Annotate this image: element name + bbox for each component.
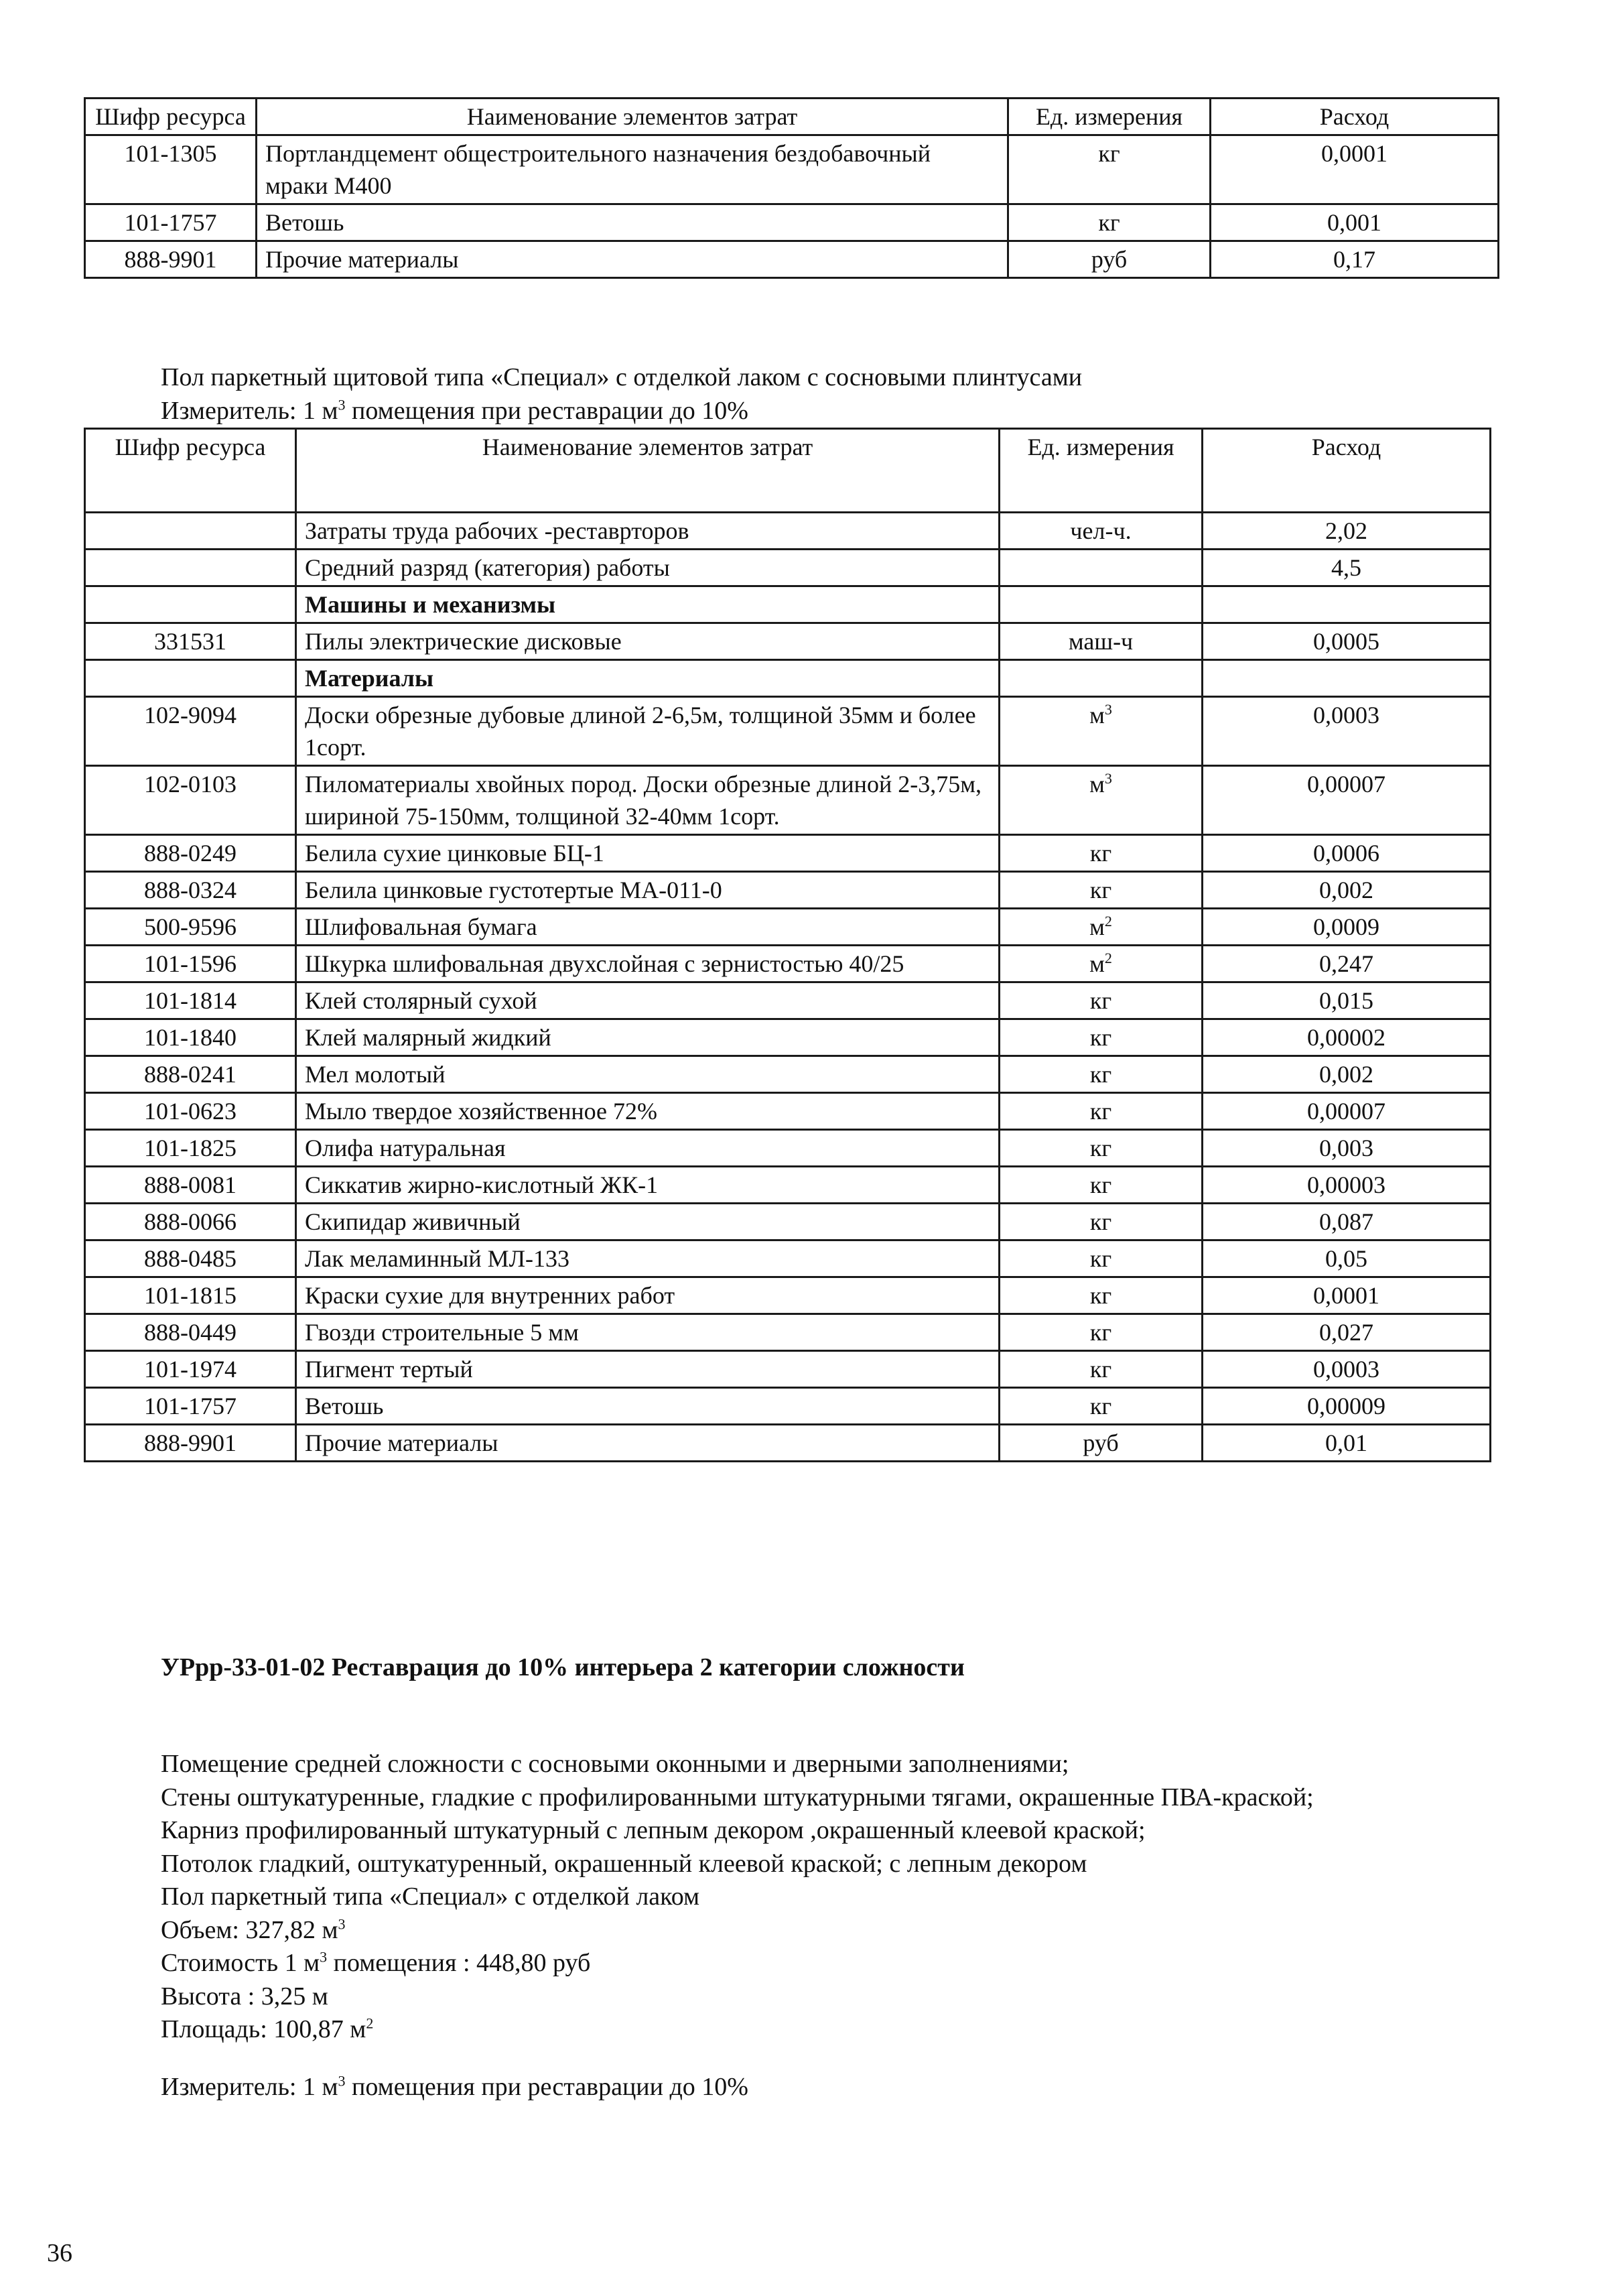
cell-amount: 0,0003 bbox=[1203, 1351, 1491, 1388]
unit-text: кг bbox=[1089, 840, 1112, 867]
cell-code: 888-0324 bbox=[85, 872, 296, 909]
cell-name: Мел молотый bbox=[296, 1056, 1000, 1093]
section-caption: Пол паркетный щитовой типа «Специал» с отделкой лаком с сосновыми плинтусами bbox=[161, 363, 1083, 391]
cell-amount: 0,247 bbox=[1203, 946, 1491, 982]
table-row bbox=[85, 1019, 1491, 1056]
cell-code: 101-1825 bbox=[85, 1130, 296, 1167]
description-text: Помещение средней сложности с сосновыми оконными и дверными заполнениями; bbox=[161, 1750, 1069, 1778]
cell-name: Доски обрезные дубовые длиной 2-6,5м, толщиной 35мм и более 1сорт. bbox=[296, 697, 1000, 766]
cell-amount: 0,002 bbox=[1203, 872, 1491, 909]
cell-code: 101-1757 bbox=[85, 1388, 296, 1425]
unit-text: кг bbox=[1089, 1245, 1112, 1272]
header-name: Наименование элементов затрат bbox=[296, 429, 1000, 513]
cell-code: 102-9094 bbox=[85, 697, 296, 766]
unit-text: кг bbox=[1089, 1282, 1112, 1309]
cell-unit bbox=[1000, 1425, 1203, 1462]
cell-code: 888-0485 bbox=[85, 1240, 296, 1277]
description-line bbox=[161, 2013, 1314, 2047]
cell-unit: кг bbox=[1008, 204, 1211, 241]
unit-sup: 3 bbox=[1104, 770, 1112, 787]
header-amount: Расход bbox=[1211, 99, 1499, 135]
cell-amount bbox=[1203, 586, 1491, 623]
cell-amount: 0,0005 bbox=[1203, 623, 1491, 660]
table-row bbox=[85, 550, 1491, 586]
unit-text: кг bbox=[1089, 1061, 1112, 1088]
unit-text: кг bbox=[1089, 1319, 1112, 1346]
description-text: Карниз профилированный штукатурный с лепным декором ,окрашенный клеевой краской; bbox=[161, 1816, 1146, 1844]
cell-amount: 0,01 bbox=[1203, 1425, 1491, 1462]
cell-name: Лак меламинный МЛ-133 bbox=[296, 1240, 1000, 1277]
header-unit: Ед. измерения bbox=[1008, 99, 1211, 135]
table-row bbox=[85, 1351, 1491, 1388]
table-row bbox=[85, 204, 1499, 241]
cell-name: Белила цинковые густотертые МА-011-0 bbox=[296, 872, 1000, 909]
unit-text: кг bbox=[1089, 1024, 1112, 1051]
cell-name: Клей малярный жидкий bbox=[296, 1019, 1000, 1056]
description-after: помещения : 448,80 руб bbox=[327, 1949, 591, 1977]
cell-unit bbox=[1000, 835, 1203, 872]
unit-text: кг bbox=[1089, 1208, 1112, 1235]
cell-name: Пиломатериалы хвойных пород. Доски обрезные длиной 2-3,75м, шириной 75-150мм, толщиной 32-40мм 1сорт. bbox=[296, 766, 1000, 835]
cell-code: 102-0103 bbox=[85, 766, 296, 835]
cell-code: 101-1814 bbox=[85, 982, 296, 1019]
table-row bbox=[85, 1388, 1491, 1425]
table-row bbox=[85, 1240, 1491, 1277]
table-body bbox=[85, 135, 1499, 278]
cell-unit bbox=[1000, 1277, 1203, 1314]
meter-unit-sup: 3 bbox=[338, 396, 346, 413]
cell-name: Материалы bbox=[296, 660, 1000, 697]
cell-amount: 0,05 bbox=[1203, 1240, 1491, 1277]
header-code: Шифр ресурса bbox=[85, 99, 257, 135]
cell-name: Краски сухие для внутренних работ bbox=[296, 1277, 1000, 1314]
unit-text: кг bbox=[1089, 1171, 1112, 1198]
cell-amount: 4,5 bbox=[1203, 550, 1491, 586]
header-name: Наименование элементов затрат bbox=[257, 99, 1008, 135]
cell-amount: 0,00002 bbox=[1203, 1019, 1491, 1056]
meter-suffix: помещения при реставрации до 10% bbox=[345, 397, 748, 425]
cell-code bbox=[85, 660, 296, 697]
cell-name: Ветошь bbox=[257, 204, 1008, 241]
cell-code: 101-1757 bbox=[85, 204, 257, 241]
description-text: Высота : 3,25 м bbox=[161, 1982, 328, 2011]
description-text: Пол паркетный типа «Специал» с отделкой лаком bbox=[161, 1883, 700, 1911]
table-row bbox=[85, 946, 1491, 982]
cell-code: 101-0623 bbox=[85, 1093, 296, 1130]
cell-unit bbox=[1000, 946, 1203, 982]
unit-text: чел-ч. bbox=[1070, 517, 1132, 544]
description-sup: 3 bbox=[338, 1915, 346, 1932]
unit-sup: 2 bbox=[1104, 913, 1112, 930]
description-line bbox=[161, 1980, 1314, 2014]
cell-code: 101-1305 bbox=[85, 135, 257, 204]
table-row bbox=[85, 135, 1499, 204]
page-number: 36 bbox=[47, 2239, 72, 2267]
cell-unit bbox=[1000, 1056, 1203, 1093]
meter-label: Измеритель: 1 м bbox=[161, 2073, 338, 2101]
cell-amount: 0,027 bbox=[1203, 1314, 1491, 1351]
cell-name: Прочие материалы bbox=[257, 241, 1008, 278]
meter-label: Измеритель: 1 м bbox=[161, 397, 338, 425]
description-line bbox=[161, 1848, 1314, 1881]
unit-text: руб bbox=[1083, 1429, 1119, 1456]
unit-text: м bbox=[1089, 950, 1105, 977]
description-line bbox=[161, 1914, 1314, 1948]
table-row bbox=[85, 982, 1491, 1019]
cell-code: 101-1840 bbox=[85, 1019, 296, 1056]
table-row bbox=[85, 1314, 1491, 1351]
cell-unit bbox=[1000, 1019, 1203, 1056]
unit-text: м bbox=[1089, 702, 1105, 728]
cell-code: 888-9901 bbox=[85, 241, 257, 278]
cell-amount: 0,002 bbox=[1203, 1056, 1491, 1093]
cell-unit bbox=[1000, 1167, 1203, 1204]
table-row bbox=[85, 1167, 1491, 1204]
cell-amount: 0,0001 bbox=[1211, 135, 1499, 204]
table-row bbox=[85, 766, 1491, 835]
cell-unit bbox=[1000, 586, 1203, 623]
cell-unit bbox=[1000, 660, 1203, 697]
table-row bbox=[85, 241, 1499, 278]
cell-unit bbox=[1000, 1093, 1203, 1130]
cell-unit: кг bbox=[1008, 135, 1211, 204]
cell-code: 101-1974 bbox=[85, 1351, 296, 1388]
table-header bbox=[85, 99, 1499, 135]
table-row bbox=[85, 623, 1491, 660]
cell-code: 500-9596 bbox=[85, 909, 296, 946]
cell-unit bbox=[1000, 982, 1203, 1019]
table-row bbox=[85, 660, 1491, 697]
cell-code: 888-0066 bbox=[85, 1204, 296, 1240]
cell-name: Прочие материалы bbox=[296, 1425, 1000, 1462]
cell-unit bbox=[1000, 766, 1203, 835]
cell-unit bbox=[1000, 1351, 1203, 1388]
cell-unit bbox=[1000, 1204, 1203, 1240]
cell-name: Гвозди строительные 5 мм bbox=[296, 1314, 1000, 1351]
table-row bbox=[85, 1093, 1491, 1130]
cell-unit bbox=[1000, 550, 1203, 586]
description-line bbox=[161, 1748, 1314, 1781]
cell-unit bbox=[1000, 623, 1203, 660]
cell-amount: 0,17 bbox=[1211, 241, 1499, 278]
unit-text: м bbox=[1089, 913, 1105, 940]
header-code: Шифр ресурса bbox=[85, 429, 296, 513]
cell-name: Средний разряд (категория) работы bbox=[296, 550, 1000, 586]
cell-name: Белила сухие цинковые БЦ-1 bbox=[296, 835, 1000, 872]
section-description bbox=[161, 1748, 1314, 2047]
cell-amount: 0,0003 bbox=[1203, 697, 1491, 766]
resource-table-1 bbox=[84, 97, 1499, 279]
cell-name: Пилы электрические дисковые bbox=[296, 623, 1000, 660]
description-line bbox=[161, 1781, 1314, 1815]
cell-amount: 0,015 bbox=[1203, 982, 1491, 1019]
cell-amount: 0,0009 bbox=[1203, 909, 1491, 946]
cell-amount: 0,00007 bbox=[1203, 766, 1491, 835]
cell-name: Шкурка шлифовальная двухслойная с зернистостью 40/25 bbox=[296, 946, 1000, 982]
cell-unit bbox=[1000, 909, 1203, 946]
resource-table-2 bbox=[84, 428, 1491, 1462]
cell-name: Скипидар живичный bbox=[296, 1204, 1000, 1240]
unit-text: кг bbox=[1089, 1135, 1112, 1161]
cell-name: Портландцемент общестроительного назначения бездобавочный мраки М400 bbox=[257, 135, 1008, 204]
cell-amount: 0,0006 bbox=[1203, 835, 1491, 872]
table-row bbox=[85, 513, 1491, 550]
cell-unit bbox=[1000, 513, 1203, 550]
section-meter bbox=[161, 395, 748, 426]
cell-amount bbox=[1203, 660, 1491, 697]
meter-unit-sup: 3 bbox=[338, 2072, 346, 2090]
unit-text: кг bbox=[1089, 1356, 1112, 1383]
description-sup: 3 bbox=[320, 1948, 328, 1966]
description-line bbox=[161, 1880, 1314, 1914]
section-title: УРрр-33-01-02 Реставрация до 10% интерьера 2 категории сложности bbox=[161, 1653, 965, 1681]
description-text: Стоимость 1 м bbox=[161, 1949, 320, 1977]
unit-text: кг bbox=[1089, 1393, 1112, 1419]
cell-name: Машины и механизмы bbox=[296, 586, 1000, 623]
cell-amount: 0,087 bbox=[1203, 1204, 1491, 1240]
cell-code: 101-1596 bbox=[85, 946, 296, 982]
table-row bbox=[85, 1056, 1491, 1093]
description-line bbox=[161, 1814, 1314, 1848]
cell-amount: 0,00009 bbox=[1203, 1388, 1491, 1425]
table-row bbox=[85, 1277, 1491, 1314]
cell-unit bbox=[1000, 872, 1203, 909]
unit-sup: 2 bbox=[1104, 950, 1112, 966]
cell-code: 101-1815 bbox=[85, 1277, 296, 1314]
cell-unit: руб bbox=[1008, 241, 1211, 278]
cell-name: Пигмент тертый bbox=[296, 1351, 1000, 1388]
table-row bbox=[85, 697, 1491, 766]
cell-unit bbox=[1000, 1388, 1203, 1425]
description-sup: 2 bbox=[366, 2015, 374, 2032]
cell-name: Ветошь bbox=[296, 1388, 1000, 1425]
cell-name: Затраты труда рабочих -реставрторов bbox=[296, 513, 1000, 550]
cell-amount: 0,00007 bbox=[1203, 1093, 1491, 1130]
section-meter bbox=[161, 2072, 748, 2102]
description-text: Потолок гладкий, оштукатуренный, окрашенный клеевой краской; с лепным декором bbox=[161, 1849, 1087, 1878]
description-text: Стены оштукатуренные, гладкие с профилированными штукатурными тягами, окрашенные ПВА-краской; bbox=[161, 1783, 1314, 1811]
cell-unit bbox=[1000, 697, 1203, 766]
cell-code bbox=[85, 513, 296, 550]
cell-amount: 0,001 bbox=[1211, 204, 1499, 241]
table-row bbox=[85, 872, 1491, 909]
cell-name: Шлифовальная бумага bbox=[296, 909, 1000, 946]
cell-amount: 2,02 bbox=[1203, 513, 1491, 550]
table-header bbox=[85, 429, 1491, 513]
cell-name: Мыло твердое хозяйственное 72% bbox=[296, 1093, 1000, 1130]
cell-code: 888-0241 bbox=[85, 1056, 296, 1093]
description-text: Объем: 327,82 м bbox=[161, 1915, 338, 1944]
cell-amount: 0,003 bbox=[1203, 1130, 1491, 1167]
table-row bbox=[85, 909, 1491, 946]
header-amount: Расход bbox=[1203, 429, 1491, 513]
cell-unit bbox=[1000, 1314, 1203, 1351]
cell-code bbox=[85, 586, 296, 623]
table-row bbox=[85, 1425, 1491, 1462]
cell-code: 888-0249 bbox=[85, 835, 296, 872]
cell-name: Клей столярный сухой bbox=[296, 982, 1000, 1019]
table-row bbox=[85, 586, 1491, 623]
cell-code: 331531 bbox=[85, 623, 296, 660]
unit-text: кг bbox=[1089, 1098, 1112, 1125]
table-row bbox=[85, 1130, 1491, 1167]
unit-text: м bbox=[1089, 771, 1105, 798]
meter-suffix: помещения при реставрации до 10% bbox=[345, 2073, 748, 2101]
description-text: Площадь: 100,87 м bbox=[161, 2015, 366, 2043]
cell-code: 888-0449 bbox=[85, 1314, 296, 1351]
header-unit: Ед. измерения bbox=[1000, 429, 1203, 513]
cell-amount: 0,0001 bbox=[1203, 1277, 1491, 1314]
table-row bbox=[85, 1204, 1491, 1240]
cell-amount: 0,00003 bbox=[1203, 1167, 1491, 1204]
table-body bbox=[85, 513, 1491, 1462]
cell-code bbox=[85, 550, 296, 586]
cell-code: 888-9901 bbox=[85, 1425, 296, 1462]
table-row bbox=[85, 835, 1491, 872]
cell-name: Сиккатив жирно-кислотный ЖК-1 bbox=[296, 1167, 1000, 1204]
unit-sup: 3 bbox=[1104, 701, 1112, 718]
cell-unit bbox=[1000, 1130, 1203, 1167]
unit-text: маш-ч bbox=[1068, 628, 1134, 655]
cell-code: 888-0081 bbox=[85, 1167, 296, 1204]
unit-text: кг bbox=[1089, 987, 1112, 1014]
cell-name: Олифа натуральная bbox=[296, 1130, 1000, 1167]
description-line bbox=[161, 1947, 1314, 1980]
unit-text: кг bbox=[1089, 877, 1112, 903]
cell-unit bbox=[1000, 1240, 1203, 1277]
